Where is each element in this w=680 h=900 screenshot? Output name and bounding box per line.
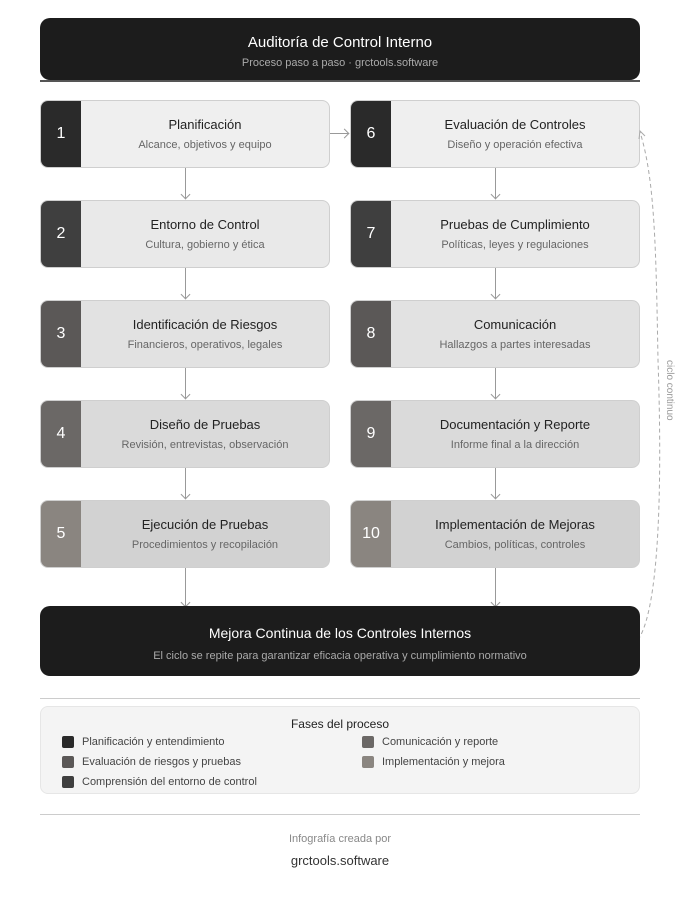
step-title: Documentación y Reporte (439, 417, 591, 432)
legend-title: Fases del proceso (290, 717, 390, 731)
step-title: Implementación de Mejoras (435, 517, 595, 532)
step-title: Identificación de Riesgos (132, 317, 278, 332)
legend-divider-top (40, 698, 640, 699)
step-subtitle: Políticas, leyes y regulaciones (441, 239, 589, 251)
conclusion-title: Mejora Continua de los Controles Internos (208, 625, 472, 641)
step-title: Planificación (168, 117, 242, 132)
credit-brand: grctools.software (290, 853, 390, 868)
legend-item (62, 776, 257, 788)
credit-divider (40, 814, 640, 815)
step-number-badge: 2 (41, 201, 81, 267)
legend-item (362, 736, 498, 748)
legend-swatch (362, 736, 374, 748)
credit (0, 833, 680, 868)
step-title: Pruebas de Cumplimiento (440, 217, 590, 232)
step-subtitle: Informe final a la dirección (450, 439, 580, 451)
step-subtitle: Procedimientos y recopilación (131, 539, 279, 551)
legend-item (62, 736, 224, 748)
legend-swatch (62, 776, 74, 788)
step-title: Diseño de Pruebas (149, 417, 261, 432)
step-subtitle: Revisión, entrevistas, observación (121, 439, 289, 451)
step-number-badge: 7 (351, 201, 391, 267)
step-number-badge: 9 (351, 401, 391, 467)
credit-line: Infografía creada por (288, 833, 392, 845)
conclusion-subtitle: El ciclo se repite para garantizar eficacia operativa y cumplimiento normativo (153, 650, 527, 662)
step-number-badge: 3 (41, 301, 81, 367)
legend-label: Implementación y mejora (382, 756, 505, 768)
step-subtitle: Cultura, gobierno y ética (145, 239, 265, 251)
step-subtitle: Diseño y operación efectiva (447, 139, 583, 151)
step-title: Evaluación de Controles (444, 117, 586, 132)
legend-swatch (62, 736, 74, 748)
legend-label: Comprensión del entorno de control (82, 776, 257, 788)
step-number-badge: 1 (41, 101, 81, 167)
step-title: Ejecución de Pruebas (141, 517, 269, 532)
cycle-label: ciclo continuo (664, 360, 675, 421)
step-title: Entorno de Control (150, 217, 260, 232)
legend-label: Comunicación y reporte (382, 736, 499, 748)
legend-swatch (62, 756, 74, 768)
step-number-badge: 4 (41, 401, 81, 467)
legend-item (62, 756, 241, 768)
step-subtitle: Hallazgos a partes interesadas (439, 339, 591, 351)
legend-label: Evaluación de riesgos y pruebas (82, 756, 241, 768)
legend-swatch (362, 756, 374, 768)
step-subtitle: Cambios, políticas, controles (444, 539, 586, 551)
conclusion-box (40, 606, 640, 676)
legend (40, 706, 640, 794)
step-number-badge: 8 (351, 301, 391, 367)
diagram-subtitle: Proceso paso a paso · grctools.software (241, 57, 439, 69)
legend-label: Planificación y entendimiento (82, 736, 225, 748)
step-number-badge: 5 (41, 501, 81, 567)
step-number-badge: 6 (351, 101, 391, 167)
diagram-title: Auditoría de Control Interno (247, 34, 433, 51)
step-subtitle: Alcance, objetivos y equipo (138, 139, 272, 151)
step-subtitle: Financieros, operativos, legales (127, 339, 283, 351)
step-number-badge: 10 (351, 501, 391, 567)
step-title: Comunicación (473, 317, 557, 332)
legend-item (362, 756, 505, 768)
